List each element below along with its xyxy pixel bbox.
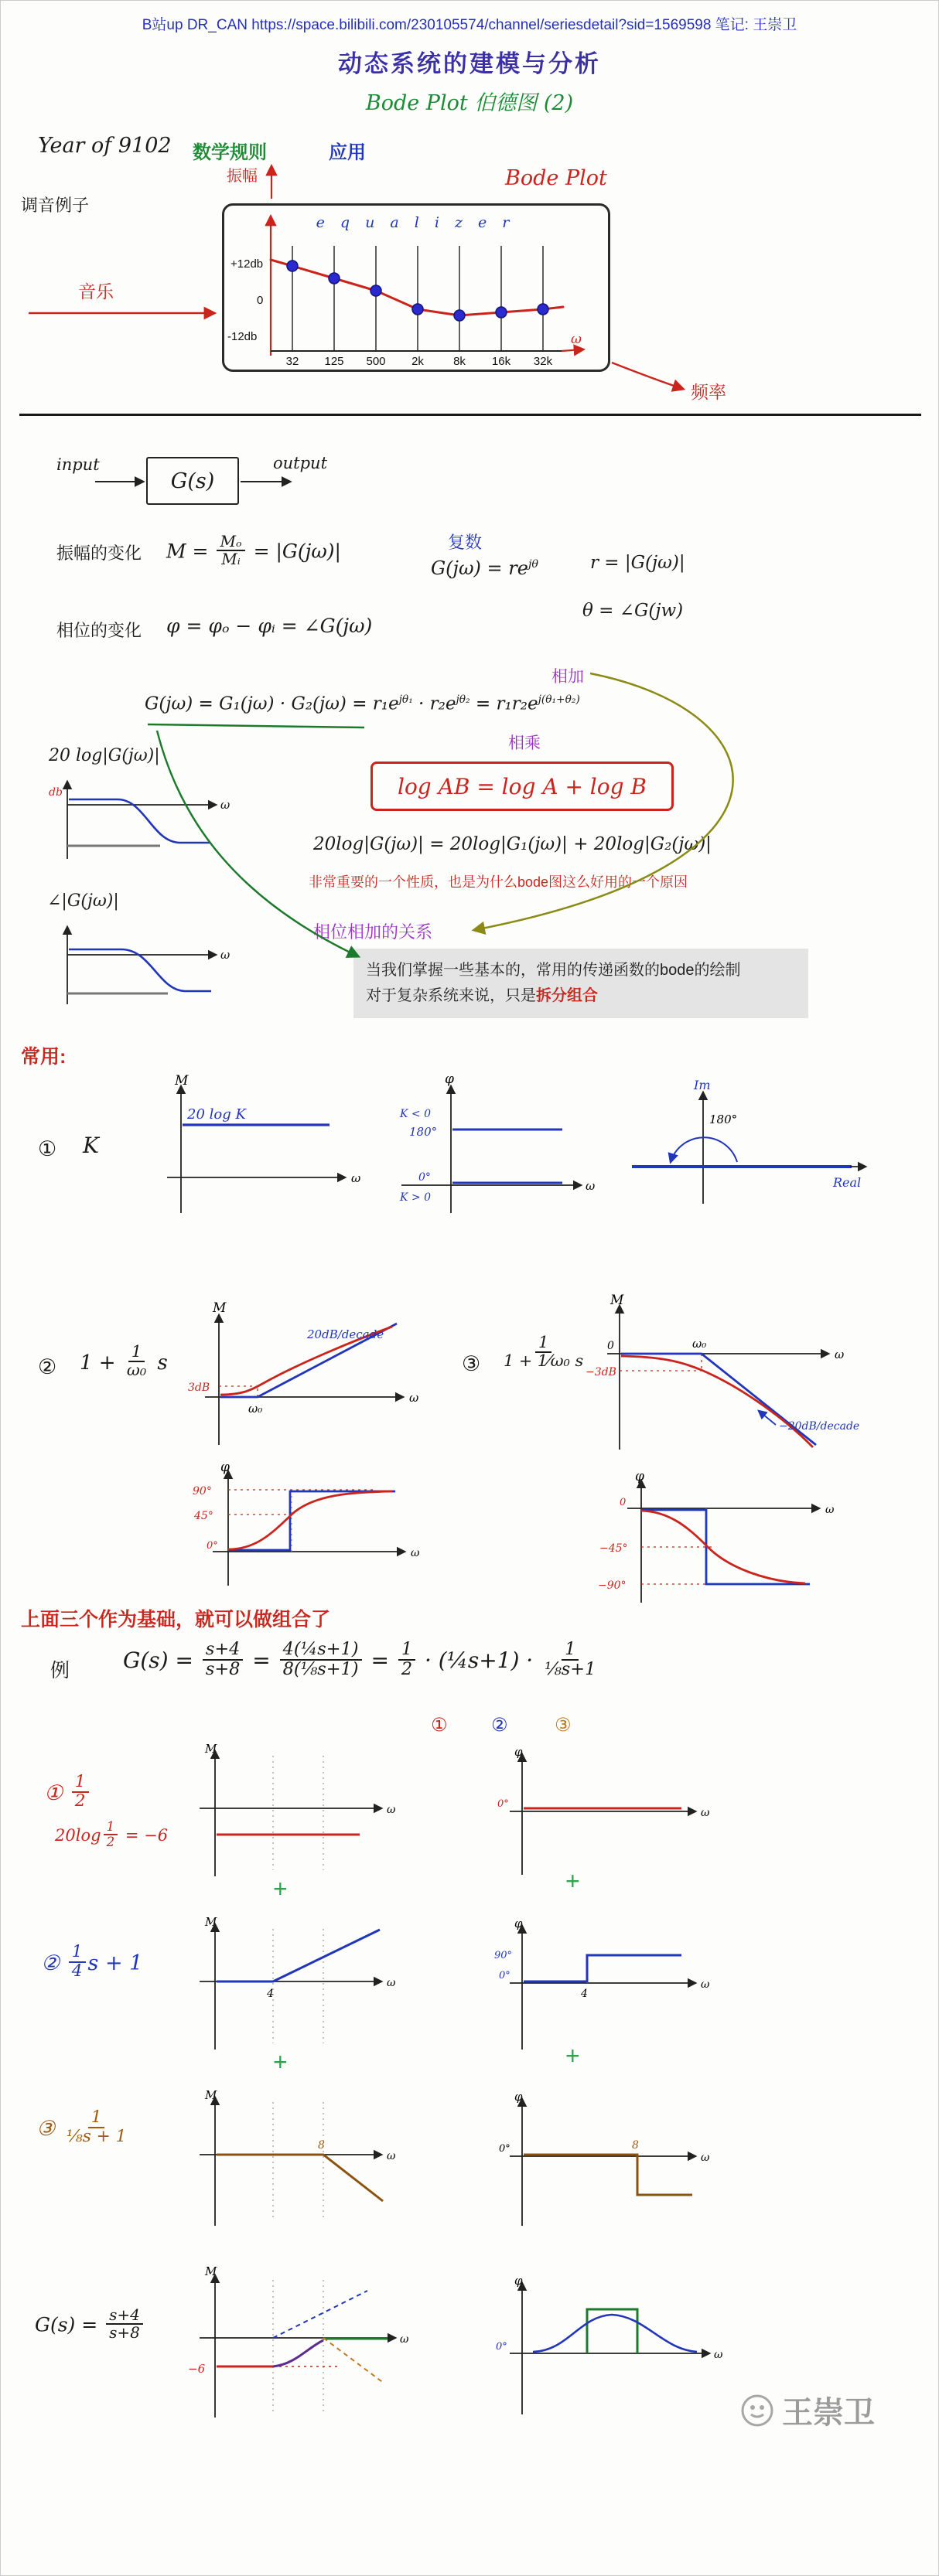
rowC-phase-plot [487,2088,719,2239]
multiply-label: 相乘 [508,734,541,752]
music-label: 音乐 [78,281,114,302]
tip-line-2-text: 对于复杂系统来说，只是 [366,987,536,1004]
omega-label: ω [409,1391,419,1405]
gain-line-label: 20 log K [187,1106,246,1123]
phi-axis-label: φ [635,1469,644,1484]
item3-expression: $\frac{1}{\text{1 + 1⁄ω₀ s}}$ [504,1333,584,1370]
angle-def-formula: θ = ∠G(jw) [582,601,684,621]
phi-axis-label: φ [514,1917,523,1930]
rowC-magnitude-plot [172,2087,405,2237]
common-heading: 常用: [21,1046,67,1068]
item2-expression: 1 + $\frac{1}{\text{ω₀}}$ s [80,1342,168,1379]
omega-label: ω [714,2349,723,2361]
watermark-name: 王崇卫 [782,2394,875,2431]
deg0-label: 0° [499,1970,510,1981]
m-axis-label: M [205,2088,217,2102]
rowD-expression: G(s) = $\frac{s+4}{s+8}$ [35,2309,145,2343]
math-rule-label: 数学规则 [193,142,267,163]
tip-highlight: 拆分组合 [536,987,598,1004]
phase-sketch-label: ∠|G(jω)| [47,891,119,911]
rowD-magnitude-plot [172,2264,420,2428]
block-output-label: output [273,454,328,472]
lead-magnitude-plot [174,1298,429,1457]
equalizer-panel [222,203,610,372]
frequency-arrow [612,363,683,389]
im-axis-label: Im [694,1078,711,1092]
w0-label: ω₀ [692,1337,707,1351]
phi-axis-label: φ [445,1072,454,1087]
svg-text:32: 32 [285,355,299,368]
omega-label: ω [835,1348,845,1361]
tip-line-1: 当我们掌握一些基本的，常用的传递函数的bode的绘制 [366,962,741,979]
svg-text:500: 500 [366,355,386,368]
omega-label: ω [387,1804,396,1816]
equalizer-title: e q u a l i z e r [316,214,515,231]
plus-sign-m1: + [273,1875,288,1903]
example-formula: G(s) = $\frac{s+4}{s+8}$ = $\frac{\text{4(¼s+1)}}{\text{8(⅛s+1)}}$ = $\frac{1}{2}$ · (¼s+1) · $\frac{1}{\text{⅛s+1}}$ [123,1639,596,1679]
complex-number-label: 复数 [448,533,483,552]
angle-arc [671,1137,737,1162]
corner-4-label: 4 [267,1988,274,2000]
plus-sign-p1: + [565,1867,580,1895]
deg90-label: 90° [193,1485,212,1498]
slope-label: 20dB/decade [307,1327,384,1341]
item1-number: ① [38,1137,57,1160]
transfer-function-block: G(s) [146,457,239,505]
phase-curve [69,949,211,991]
deg45-label: 45° [194,1510,213,1522]
omega-label: ω [586,1179,596,1193]
term2-tag: ② [491,1715,508,1736]
k-negative-label: K < 0 [400,1108,431,1120]
gain-magnitude-plot [144,1071,368,1225]
omega-label: ω [387,1977,396,1989]
combined-curve [273,2340,323,2366]
watermark [740,2388,875,2432]
amplitude-change-label: 振幅的变化 [56,543,142,563]
term1-tag: ① [431,1715,448,1736]
complex-form-formula: $G(j\omega) = re^{j\theta}$ [431,557,539,579]
minus6-label: −6 [188,2362,206,2376]
omega-label: ω [411,1547,420,1559]
rising-asymptote-dotted [273,2291,367,2338]
slope-label: −20dB/decade [779,1420,860,1433]
magnitude-formula: r = |G(jω)| [590,553,685,573]
tip-box [353,949,808,1018]
example-heading: 上面三个作为基础，就可以做组合了 [21,1609,331,1630]
gain-line [217,2155,383,2201]
phi-axis-label: φ [514,2274,523,2288]
amplitude-axis-label: 振幅 [227,168,258,185]
deg0-label: 0 [620,1497,627,1508]
deg0-label: 0° [499,2143,510,2155]
eq-omega-label: ω [571,332,582,347]
phase-pulse [587,2309,637,2353]
rowA-note: 20log $\frac{1}{2}$ = −6 [55,1818,169,1849]
corner-8-label: 8 [632,2139,639,2152]
rowA-phase-plot [487,1743,719,1886]
lead-phase-plot [174,1457,429,1596]
bode-plot-label: Bode Plot [505,166,607,190]
phi-axis-label: φ [514,2090,523,2104]
omega-label: ω [701,1978,710,1991]
phase-step [524,1955,681,1981]
magnitude-curve [69,799,210,843]
rowA-expression: ① $\frac{1}{2}$ [44,1776,91,1812]
m-axis-label: M [175,1073,189,1089]
apply-label: 应用 [329,142,366,163]
rowB-phase-plot [487,1915,719,2062]
m-axis-label: M [205,1915,217,1929]
header-source-line[interactable]: B站up DR_CAN https://space.bilibili.com/230105574/channel/seriesdetail?sid=1569598 笔记: 王崇卫 [142,17,797,33]
log-rule-box: log AB = log A + log B [370,762,674,811]
k-positive-label: K > 0 [400,1191,431,1204]
deg90-label: 90° [494,1950,513,1961]
eq-tick-labels [286,355,553,368]
m-axis-label: M [205,2264,217,2278]
frequency-label: 频率 [691,382,726,402]
omega-label: ω [220,798,230,812]
tuning-example-label: 调音例子 [21,196,90,215]
year-note: Year of 9102 [38,134,172,158]
log-magnitude-sketch [44,771,237,870]
omega-label: ω [825,1504,835,1516]
eq-y-mid-label: 0 [257,294,264,307]
eq-y-bot-label: -12db [227,330,258,343]
phase-add-note: 相位相加的关系 [313,922,433,942]
exact-curve [228,1491,392,1549]
phase-step [524,2155,692,2195]
important-note: 非常重要的一个性质，也是为什么bode图这么好用的一个原因 [309,874,688,890]
phi-axis-label: φ [220,1460,230,1475]
omega-label: ω [351,1171,361,1185]
exact-curve [621,1356,813,1447]
db3-label: 3dB [188,1382,210,1394]
phase-sum-sketch [44,916,237,1015]
svg-text:2k: 2k [411,355,424,368]
deg45-label: −45° [599,1542,628,1555]
asymptote-step [228,1491,395,1550]
omega-label: ω [701,2152,710,2164]
rowB-expression: ② $\frac{1}{4}$ s + 1 [41,1942,143,1981]
lag-phase-plot [590,1467,845,1613]
product-underline [148,724,364,727]
gain-line [217,1930,380,1981]
log-magnitude-label: 20 log|G(jω)| [49,746,160,765]
zero-label: 0 [607,1340,614,1352]
deg90-label: −90° [598,1579,627,1592]
m-axis-label: M [205,1742,217,1756]
phi-axis-label: φ [514,1745,523,1759]
rowD-phase-plot [487,2272,734,2427]
deg0-label: 0° [207,1540,218,1552]
m-axis-label: M [610,1293,624,1308]
svg-text:125: 125 [324,355,344,368]
svg-text:16k: 16k [491,355,511,368]
tip-line-2 [366,983,796,1009]
falling-asymptote-dotted [323,2338,384,2383]
deg0-label: 0° [497,1798,509,1810]
rowB-magnitude-plot [172,1913,405,2060]
sum-formula: 20log|G(jω)| = 20log|G₁(jω)| + 20log|G₂(jω)| [313,834,712,854]
omega-label: ω [387,2150,396,2162]
db3-label: −3dB [586,1366,616,1378]
phase-change-formula: φ = φₒ − φᵢ = ∠G(jω) [166,615,373,637]
item2-number: ② [38,1355,57,1378]
eq-y-top-label: +12db [230,257,264,271]
add-label: 相加 [551,668,584,686]
deg0-label: 0° [496,2341,507,2353]
svg-text:32k: 32k [533,355,553,368]
corner-8-label: 8 [318,2139,325,2152]
deg180-label: 180° [409,1125,438,1139]
real-axis-label: Real [833,1175,862,1190]
page-title: 动态系统的建模与分析 [338,50,601,77]
watermark-seal-icon [740,2394,774,2428]
svg-text:8k: 8k [453,355,466,368]
rowC-expression: ③ $\frac{1}{\text{⅛s + 1}}$ [36,2107,127,2146]
eq-slider-tracks[interactable] [292,246,543,351]
block-input-label: input [56,455,100,474]
product-formula: $G(j\omega) = G_1(j\omega) \cdot G_2(j\omega) = r_1e^{j\theta_1} \cdot r_2e^{j\theta_2} = r_1r_2e^{j(\theta_1+\theta_2)}$ [145,693,580,714]
db-label: db [49,786,63,799]
omega-label: ω [220,948,230,962]
phase-bump-curve [533,2315,697,2352]
item3-number: ③ [462,1352,481,1375]
page-subtitle: Bode Plot 伯德图 (2) [365,91,574,115]
w0-label: ω₀ [248,1402,263,1416]
equalizer-sketch [224,206,606,368]
phase-change-label: 相位的变化 [56,621,142,640]
gain-phase-plot [378,1071,603,1225]
example-label: 例 [50,1660,70,1682]
plus-sign-p2: + [565,2042,580,2070]
omega-label: ω [400,2333,409,2346]
item1-expression: K [83,1133,99,1158]
corner-4-label: 4 [581,1988,588,2000]
eq-x-axis-arrow [562,349,583,351]
rowA-magnitude-plot [172,1740,405,1887]
m-axis-label: M [213,1300,227,1316]
section-divider [19,414,921,416]
amplitude-change-formula: M = $\frac{\text{Mₒ}}{\text{Mᵢ}}$ = |G(jω)| [166,532,341,568]
omega-label: ω [701,1807,710,1819]
exact-curve [641,1511,805,1583]
lag-magnitude-plot [586,1289,879,1465]
arc-angle-label: 180° [709,1113,738,1126]
gain-complex-plane [620,1072,883,1219]
deg0-label: 0° [418,1171,431,1184]
plus-sign-m2: + [273,2048,288,2076]
term3-tag: ③ [555,1715,572,1736]
